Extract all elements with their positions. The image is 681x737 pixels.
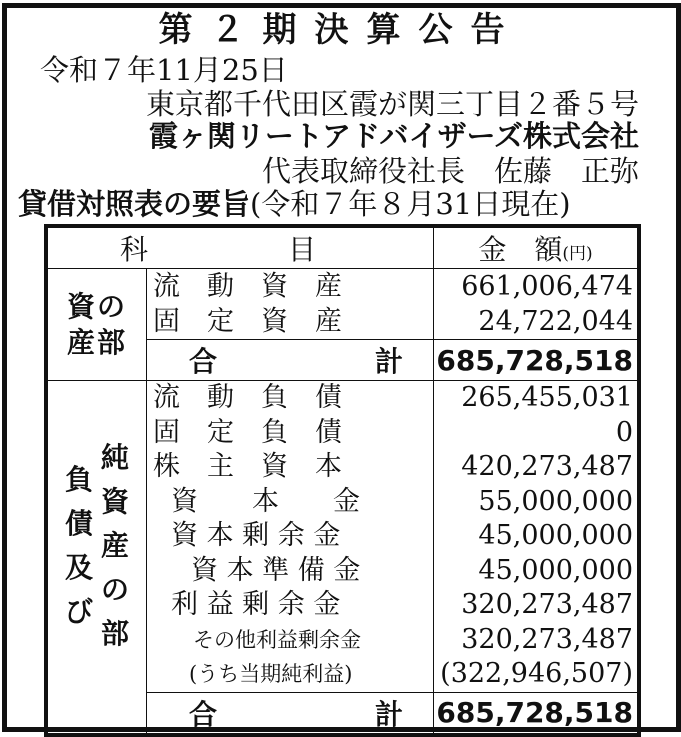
- label-char: 純: [101, 440, 130, 474]
- company-address: 東京都千代田区霞が関三丁目２番５号: [145, 87, 639, 121]
- balance-sheet-subtitle: [18, 186, 571, 222]
- assets-total-amount: 685,728,518: [434, 340, 640, 381]
- list-item: 資 本 金: [171, 485, 360, 517]
- total-char: 合: [189, 697, 218, 731]
- label-char: 部: [101, 616, 130, 650]
- liabilities-amounts: [434, 381, 640, 693]
- assets-label: [46, 269, 147, 381]
- amount-value: 320,273,487: [461, 589, 633, 620]
- assets-section: [46, 269, 639, 340]
- label-char: の: [101, 572, 130, 606]
- liabilities-label-text: [48, 440, 146, 656]
- liabilities-total-label: [147, 692, 434, 735]
- label-column-2: [101, 436, 129, 656]
- amount-value: (322,946,507): [440, 658, 633, 689]
- label-char: 資: [101, 484, 130, 518]
- label-char: 産: [101, 528, 130, 562]
- company-name: 霞ヶ関リートアドバイザーズ株式会社: [148, 119, 639, 153]
- liabilities-label: [46, 381, 147, 735]
- label-char: 債: [64, 506, 93, 540]
- amount-value: 661,006,474: [461, 271, 633, 302]
- label-char: 及: [64, 550, 93, 584]
- list-item: 流 動 資 産: [153, 271, 342, 302]
- total-char: 計: [374, 697, 403, 731]
- amount-value: 55,000,000: [478, 485, 633, 517]
- label-line: 産部: [66, 325, 127, 359]
- assets-amounts: [434, 269, 640, 340]
- representative: 代表取締役社長 佐藤 正弥: [261, 154, 639, 188]
- label-column-1: [65, 458, 93, 656]
- amount-value: 420,273,487: [461, 451, 633, 482]
- list-item: その他利益剰余金: [193, 627, 361, 652]
- amount-value: 265,455,031: [461, 382, 633, 413]
- subtitle-period: (令和７年８月31日現在): [250, 187, 571, 221]
- total-char: 合: [189, 345, 218, 378]
- header-unit: (円): [562, 244, 593, 264]
- amount-value: 45,000,000: [478, 554, 633, 586]
- subtitle-main: 貸借対照表の要旨: [18, 187, 251, 221]
- header-amount: 金 額(円): [434, 226, 640, 269]
- assets-label-text: [48, 289, 146, 361]
- assets-total-label: [147, 340, 434, 381]
- label-char: 負: [64, 462, 93, 496]
- table-header-row: [46, 226, 639, 269]
- list-item: 固 定 負 債: [153, 416, 342, 448]
- amount-value: 0: [615, 416, 633, 448]
- assets-items: [147, 269, 434, 340]
- list-item: 利 益 剰 余 金: [171, 589, 341, 620]
- liabilities-section: [46, 381, 639, 693]
- list-item: 資 本 準 備 金: [191, 554, 361, 586]
- amount-value: 45,000,000: [478, 520, 633, 551]
- liabilities-total-amount: 685,728,518: [434, 692, 640, 735]
- liabilities-items: [147, 381, 434, 693]
- header-item: 科 目: [46, 226, 434, 269]
- list-item: 株 主 資 本: [153, 451, 342, 482]
- amount-value: 320,273,487: [461, 623, 633, 655]
- amount-value: 24,722,044: [478, 306, 633, 337]
- list-item: (うち当期純利益): [189, 662, 353, 686]
- label-line: 資の: [66, 289, 127, 323]
- label-char: び: [64, 594, 93, 628]
- list-item: 資 本 剰 余 金: [171, 520, 341, 551]
- notice-date: 令和７年11月25日: [40, 53, 288, 87]
- total-char: 計: [374, 345, 403, 378]
- notice-title: 第２期決算公告: [158, 10, 523, 50]
- list-item: 固 定 資 産: [153, 306, 342, 337]
- balance-sheet-table: [44, 224, 641, 737]
- list-item: 流 動 負 債: [153, 382, 342, 413]
